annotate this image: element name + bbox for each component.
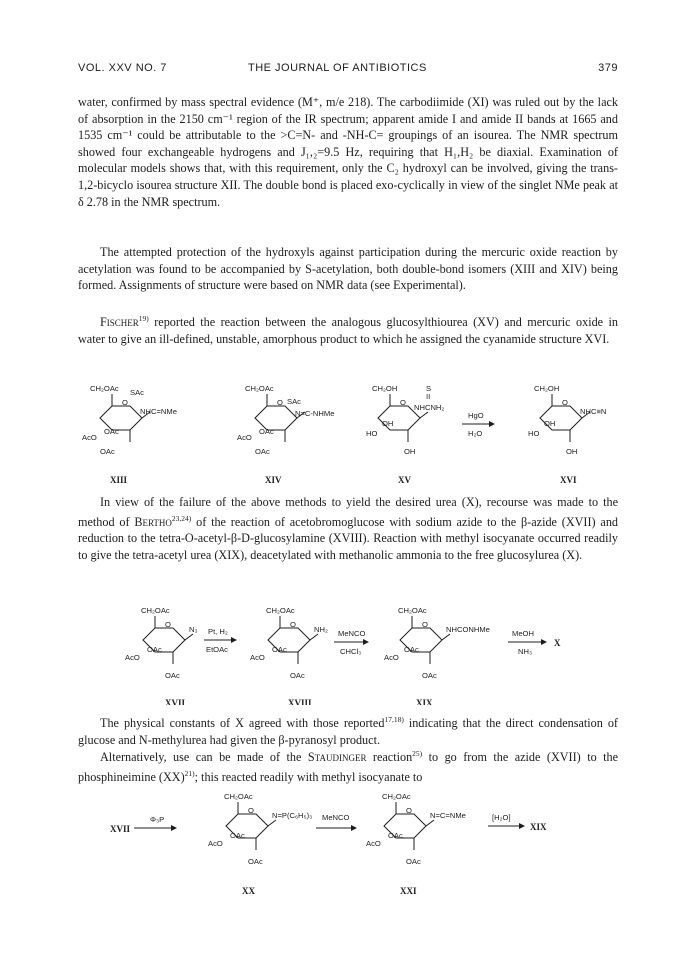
xiv-nc-nhme: N=C-NHMe (295, 409, 335, 418)
caption-xiv: XIV (265, 475, 282, 485)
paragraph-bertho-post: of the reaction of acetobromoglucose with sodium azide to the β-azide (XVII) and reduction to the tetra-O-acetyl-β-D-glucosylamine (XVIII). Reaction with methyl isocyanate occurred readily to give the tetra-acetyl urea (XIX), deacetylated with methanolic ammonia to the free glucosylurea (X). (78, 514, 619, 562)
xx-ch2oac: CH₂OAc (224, 792, 253, 801)
xiii-aco: AcO (82, 433, 97, 442)
running-header (78, 62, 618, 78)
ref-23-24: 23,24) (171, 513, 192, 523)
xv-double-bond: II (426, 392, 431, 401)
caption-xxi: XXI (400, 886, 417, 896)
xvii-n3: N₃ (189, 625, 198, 634)
reagent-h2o: H₂O (468, 429, 483, 438)
xiv-ring-o: O (277, 398, 283, 407)
xv-oh-2: OH (382, 419, 394, 428)
xv-oh: OH (404, 447, 416, 456)
xix-nhconhme: NHCONHMe (446, 625, 490, 634)
journal-title: THE JOURNAL OF ANTIBIOTICS (248, 62, 427, 74)
structure-xiv (237, 384, 334, 485)
author-bertho: Bertho (134, 514, 172, 529)
paragraph-staudinger (78, 746, 618, 785)
structure-xvi (528, 384, 606, 485)
paragraph-physical-constants (78, 712, 618, 748)
paragraph-isourea: water, confirmed by mass spectral evidence (M⁺, m/e 218). The carbodiimide (XI) was ruled out by the lack of absorption in the 2150 cm⁻¹ region of the IR spectrum; apparent amide I and amide II bands at 1665 and 1535 cm⁻¹ could be attributable to the >C=N- and -NH-C= groupings of an isourea. The NMR spectrum showed four exchangeable hydrogens and J₁,₂=9.5 Hz, requiring that H₁,H₂ be diaxial. Examination of molecular models shows that, with this requirement, only the C₂ hydroxyl can be involved, giving the trans-1,2-bicyclo isourea structure XII. The double bond is placed exo-cyclically in view of the singlet NMe peak at δ 2.78 in the NMR spectrum. (78, 95, 618, 209)
xiii-sac: SAc (130, 388, 144, 397)
page-number: 379 (598, 62, 618, 74)
reagent-nh3: NH₃ (518, 647, 533, 656)
paragraph-staudinger-mid: reaction (372, 750, 413, 765)
xiv-ch2oac: CH₂OAc (245, 384, 274, 393)
arrow-pt-h2 (204, 627, 236, 654)
xiii-nhc-nme: NHC=NMe (140, 407, 177, 416)
arrow-meoh (508, 629, 561, 656)
xxi-ch2oac: CH₂OAc (382, 792, 411, 801)
caption-xiii: XIII (110, 475, 128, 485)
paragraph-bertho-pre: In view of the failure of the above methods to yield the desired urea (X), recourse was made to the method of (78, 495, 618, 529)
xiv-oac: OAc (255, 447, 270, 456)
xxi-n-c-nme: N=C=NMe (430, 811, 466, 820)
paragraph-fischer (78, 311, 618, 347)
reagent-meoh: MeOH (512, 629, 534, 638)
ref-17-18: 17,18) (384, 715, 404, 724)
xvi-oh: OH (566, 447, 578, 456)
reagent-chcl3: CHCl₃ (340, 647, 362, 656)
xviii-ring-o: O (290, 620, 296, 629)
xiii-oac: OAc (100, 447, 115, 456)
xviii-oac-2: OAc (272, 645, 287, 654)
xvii-ch2oac: CH₂OAc (141, 606, 170, 615)
xix-oac-2: OAc (404, 645, 419, 654)
arrow-phi3p (110, 815, 176, 834)
structure-xviii (250, 606, 328, 705)
arrow-meneco (334, 629, 368, 656)
ref-19: 19) (138, 314, 149, 323)
end-xix: XIX (530, 822, 547, 832)
reagent-etoac: EtOAc (206, 645, 228, 654)
xviii-oac: OAc (290, 671, 305, 680)
xviii-aco: AcO (250, 653, 265, 662)
xix-oac: OAc (422, 671, 437, 680)
caption-xviii: XVIII (288, 698, 312, 705)
xxi-ring-o: O (406, 806, 412, 815)
xv-ring-o: O (400, 398, 406, 407)
xvii-oac: OAc (165, 671, 180, 680)
paragraph-bertho (78, 494, 618, 563)
caption-xvii: XVII (165, 698, 186, 705)
reagent-pt-h2: Pt, H₂ (208, 627, 228, 636)
caption-xvi: XVI (560, 475, 577, 485)
paragraph-staudinger-post1: to go from the azide (XVII) to the phosphineimine (XX) (78, 750, 619, 784)
xvi-oh-2: OH (544, 419, 556, 428)
structure-xv (366, 384, 444, 485)
volume-label: VOL. XXV NO. 7 (78, 62, 167, 74)
caption-xx: XX (242, 886, 255, 896)
paragraph-staudinger-pre: Alternatively, use can be made of the (100, 750, 302, 765)
ref-21: 21) (184, 768, 195, 778)
xix-ring-o: O (422, 620, 428, 629)
paragraph-acetylation: The attempted protection of the hydroxyls against participation during the mercuric oxide reaction by acetylation was found to be accompanied by S-acetylation, both double-bond isomers (XIII and XIV) being formed. Assignments of structure were based on NMR data (see Experimental). (78, 245, 618, 293)
xvi-nhc-n: NHC≡N (580, 407, 607, 416)
xxi-aco: AcO (366, 839, 381, 848)
paragraph-fischer-text: reported the reaction between the analogous glucosylthiourea (XV) and mercuric oxide in water to give an ill-defined, unstable, amorphous product to which he assigned the cyanamide structure XVI. (78, 315, 619, 346)
xix-aco: AcO (384, 653, 399, 662)
xviii-nh2: NH₂ (314, 625, 328, 634)
xvi-ring-o: O (562, 398, 568, 407)
xvii-oac-2: OAc (147, 645, 162, 654)
xx-aco: AcO (208, 839, 223, 848)
reagent-meneco-2: MeNCO (322, 813, 350, 822)
xiv-oac-2: OAc (259, 427, 274, 436)
reagent-phi3p: Φ₃P (150, 815, 165, 824)
xx-oac: OAc (248, 857, 263, 866)
start-xvii: XVII (110, 824, 131, 834)
xxi-oac: OAc (406, 857, 421, 866)
structure-xx (208, 792, 312, 896)
xx-ring-o: O (248, 806, 254, 815)
xvi-ho: HO (528, 429, 540, 438)
author-staudinger: Staudinger (307, 750, 367, 765)
structure-xxi (366, 792, 466, 896)
xix-ch2oac: CH₂OAc (398, 606, 427, 615)
xv-ho: HO (366, 429, 378, 438)
arrow-hgo (462, 411, 494, 438)
xvii-ring-o: O (165, 620, 171, 629)
paragraph-staudinger-post2: ; this reacted readily with methyl isocyanate to (194, 769, 423, 784)
arrow-h2o (488, 813, 547, 832)
scheme-xvii-xix (0, 600, 676, 705)
paragraph-physical-post: indicating that the direct condensation of glucose and N-methylurea had given the β-pyranosyl product. (78, 716, 618, 747)
reagent-meneco: MeNCO (338, 629, 366, 638)
structure-xiii (82, 384, 177, 485)
xxi-oac-2: OAc (388, 831, 403, 840)
xv-s: S (426, 384, 432, 393)
structure-xix (384, 606, 490, 705)
paragraph-physical-pre: The physical constants of X agreed with those reported (100, 716, 385, 731)
xiii-ring-o: O (122, 398, 128, 407)
xviii-ch2oac: CH₂OAc (266, 606, 295, 615)
structure-xvii (125, 606, 198, 705)
xvii-aco: AcO (125, 653, 140, 662)
product-x: X (554, 638, 561, 648)
xiii-oac-2: OAc (104, 427, 119, 436)
caption-xix: XIX (416, 698, 433, 705)
caption-xv: XV (398, 475, 411, 485)
xiv-sac: SAc (287, 397, 301, 406)
xx-oac-2: OAc (230, 831, 245, 840)
reagent-h2o-bracket: [H₂O] (492, 813, 511, 822)
xvi-ch2oh: CH₂OH (534, 384, 560, 393)
arrow-meneco-2 (316, 813, 356, 828)
scheme-xiii-xvi (0, 378, 676, 488)
xv-ch2oh: CH₂OH (372, 384, 398, 393)
xx-n-pph3: N=P(C₆H₅)₃ (272, 811, 313, 820)
xiii-ch2oac: CH₂OAc (90, 384, 119, 393)
xv-nhcnh2: NHCNH₂ (414, 403, 445, 412)
ref-25: 25) (412, 749, 423, 758)
scheme-xx-xxi (0, 784, 676, 899)
author-fischer: Fischer (100, 315, 139, 330)
xiv-aco: AcO (237, 433, 252, 442)
reagent-hgo: HgO (468, 411, 484, 420)
